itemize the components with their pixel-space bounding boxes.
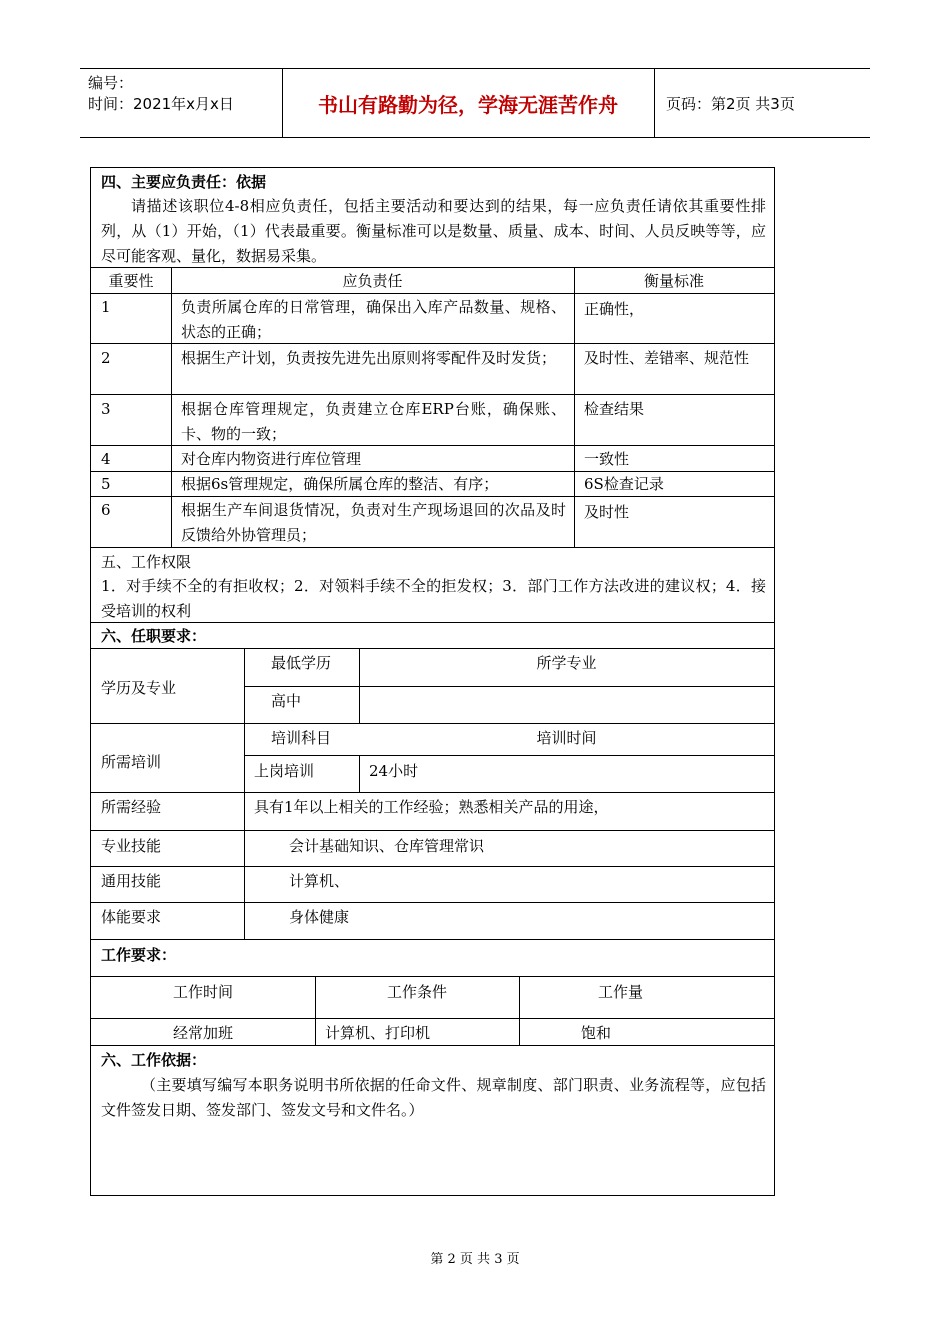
section5-text: 1．对手续不全的有拒收权；2．对领料手续不全的拒发权；3．部门工作方法改进的建议权；4．接受培训的权利 — [101, 577, 766, 620]
duty-num: 3 — [101, 400, 111, 418]
section5-title: 五、工作权限 — [101, 553, 192, 571]
page-footer: 第 2 页 共 3 页 — [430, 1252, 520, 1267]
row-line — [91, 902, 774, 903]
duty-text: 负责所属仓库的日常管理，确保出入库产品数量、规格、状态的正确； — [181, 298, 566, 341]
duty-text: 根据生产车间退货情况，负责对生产现场退回的次品及时反馈给外协管理员； — [181, 501, 566, 544]
duty-num: 4 — [101, 450, 111, 468]
row-line — [91, 293, 774, 294]
training-subject-label: 培训科目 — [271, 729, 332, 747]
education-label: 学历及专业 — [101, 679, 177, 697]
row-line — [91, 1018, 774, 1019]
duty-num: 6 — [101, 501, 111, 519]
header-page-label: 页码：第2页 共3页 — [666, 94, 795, 113]
row-line — [244, 686, 774, 687]
col-line — [315, 1018, 316, 1045]
header-divider — [282, 69, 283, 137]
col-header-measure: 衡量标准 — [643, 272, 704, 290]
col-header-duty: 应负责任 — [342, 272, 403, 290]
row-line — [244, 755, 774, 756]
work-time-value: 经常加班 — [172, 1024, 233, 1042]
min-education-value: 高中 — [271, 692, 302, 710]
duty-num: 1 — [101, 298, 111, 316]
col-line — [244, 648, 245, 940]
row-line — [91, 343, 774, 344]
major-label: 所学专业 — [536, 654, 597, 672]
row-line — [91, 394, 774, 395]
header-divider — [654, 69, 655, 137]
row-line — [91, 866, 774, 867]
duty-measure: 一致性 — [584, 450, 630, 468]
section6-title: 六、任职要求： — [101, 627, 207, 645]
row-line — [91, 622, 774, 623]
physical-value: 身体健康 — [289, 908, 350, 926]
work-req-title: 工作要求： — [101, 946, 177, 964]
work-time-header: 工作时间 — [172, 983, 233, 1001]
col-line — [574, 267, 575, 547]
section4-description: 请描述该职位4-8相应负责任，包括主要活动和要达到的结果，每一应负责任请依其重要性排列，从（1）开始，（1）代表最重要。衡量标准可以是数量、质量、成本、时间、人员反映等等，应尽可能客观、量化，数据易采集。 — [101, 197, 766, 265]
physical-label: 体能要求 — [101, 908, 162, 926]
time-label: 时间：2021年x月x日 — [88, 95, 234, 113]
experience-label: 所需经验 — [101, 798, 162, 816]
work-condition-header: 工作条件 — [386, 983, 447, 1001]
col-line — [359, 755, 360, 792]
row-line — [91, 723, 774, 724]
basis-title: 六、工作依据： — [101, 1051, 207, 1069]
header-meta — [88, 73, 278, 115]
row-line — [91, 1045, 774, 1046]
work-condition-value: 计算机、打印机 — [325, 1024, 431, 1042]
duty-text: 根据仓库管理规定，负责建立仓库ERP台账，确保账、卡、物的一致； — [181, 400, 566, 443]
min-education-label: 最低学历 — [271, 654, 332, 672]
number-label: 编号： — [88, 74, 134, 92]
row-line — [91, 648, 774, 649]
duty-num: 2 — [101, 349, 111, 367]
training-label: 所需培训 — [101, 753, 162, 771]
duty-measure: 正确性， — [584, 300, 645, 318]
duty-num: 5 — [101, 475, 111, 493]
pro-skill-value: 会计基础知识、仓库管理常识 — [289, 837, 485, 855]
experience-value: 具有1年以上相关的工作经验；熟悉相关产品的用途， — [254, 798, 609, 816]
general-skill-value: 计算机、 — [289, 872, 350, 890]
duty-measure: 及时性、差错率、规范性 — [584, 349, 750, 367]
duty-measure: 及时性 — [584, 503, 630, 521]
training-time: 24小时 — [369, 762, 419, 780]
workload-value: 饱和 — [580, 1024, 611, 1042]
pro-skill-label: 专业技能 — [101, 837, 162, 855]
basis-text: （主要填写编写本职务说明书所依据的任命文件、规章制度、部门职责、业务流程等，应包括文件签发日期、签发部门、签发文号和文件名。） — [101, 1076, 766, 1119]
general-skill-label: 通用技能 — [101, 872, 162, 890]
row-line — [91, 939, 774, 940]
row-line — [91, 976, 774, 977]
duty-text: 根据6s管理规定，确保所属仓库的整洁、有序； — [181, 475, 499, 493]
row-line — [91, 547, 774, 548]
section4-title: 四、主要应负责任：依据 — [101, 173, 267, 191]
page-header — [80, 68, 870, 138]
row-line — [91, 445, 774, 446]
header-motto: 书山有路勤为径，学海无涯苦作舟 — [318, 92, 618, 117]
row-line — [91, 830, 774, 831]
col-header-importance: 重要性 — [108, 272, 154, 290]
row-line — [91, 496, 774, 497]
job-description-table — [90, 167, 775, 1196]
row-line — [91, 267, 774, 268]
col-line — [171, 267, 172, 547]
duty-measure: 6S检查记录 — [584, 475, 664, 493]
training-time-label: 培训时间 — [536, 729, 597, 747]
training-subject: 上岗培训 — [254, 762, 315, 780]
row-line — [91, 792, 774, 793]
duty-text: 对仓库内物资进行库位管理 — [181, 450, 362, 468]
duty-measure: 检查结果 — [584, 400, 645, 418]
workload-header: 工作量 — [597, 983, 643, 1001]
duty-text: 根据生产计划，负责按先进先出原则将零配件及时发货； — [181, 349, 557, 367]
